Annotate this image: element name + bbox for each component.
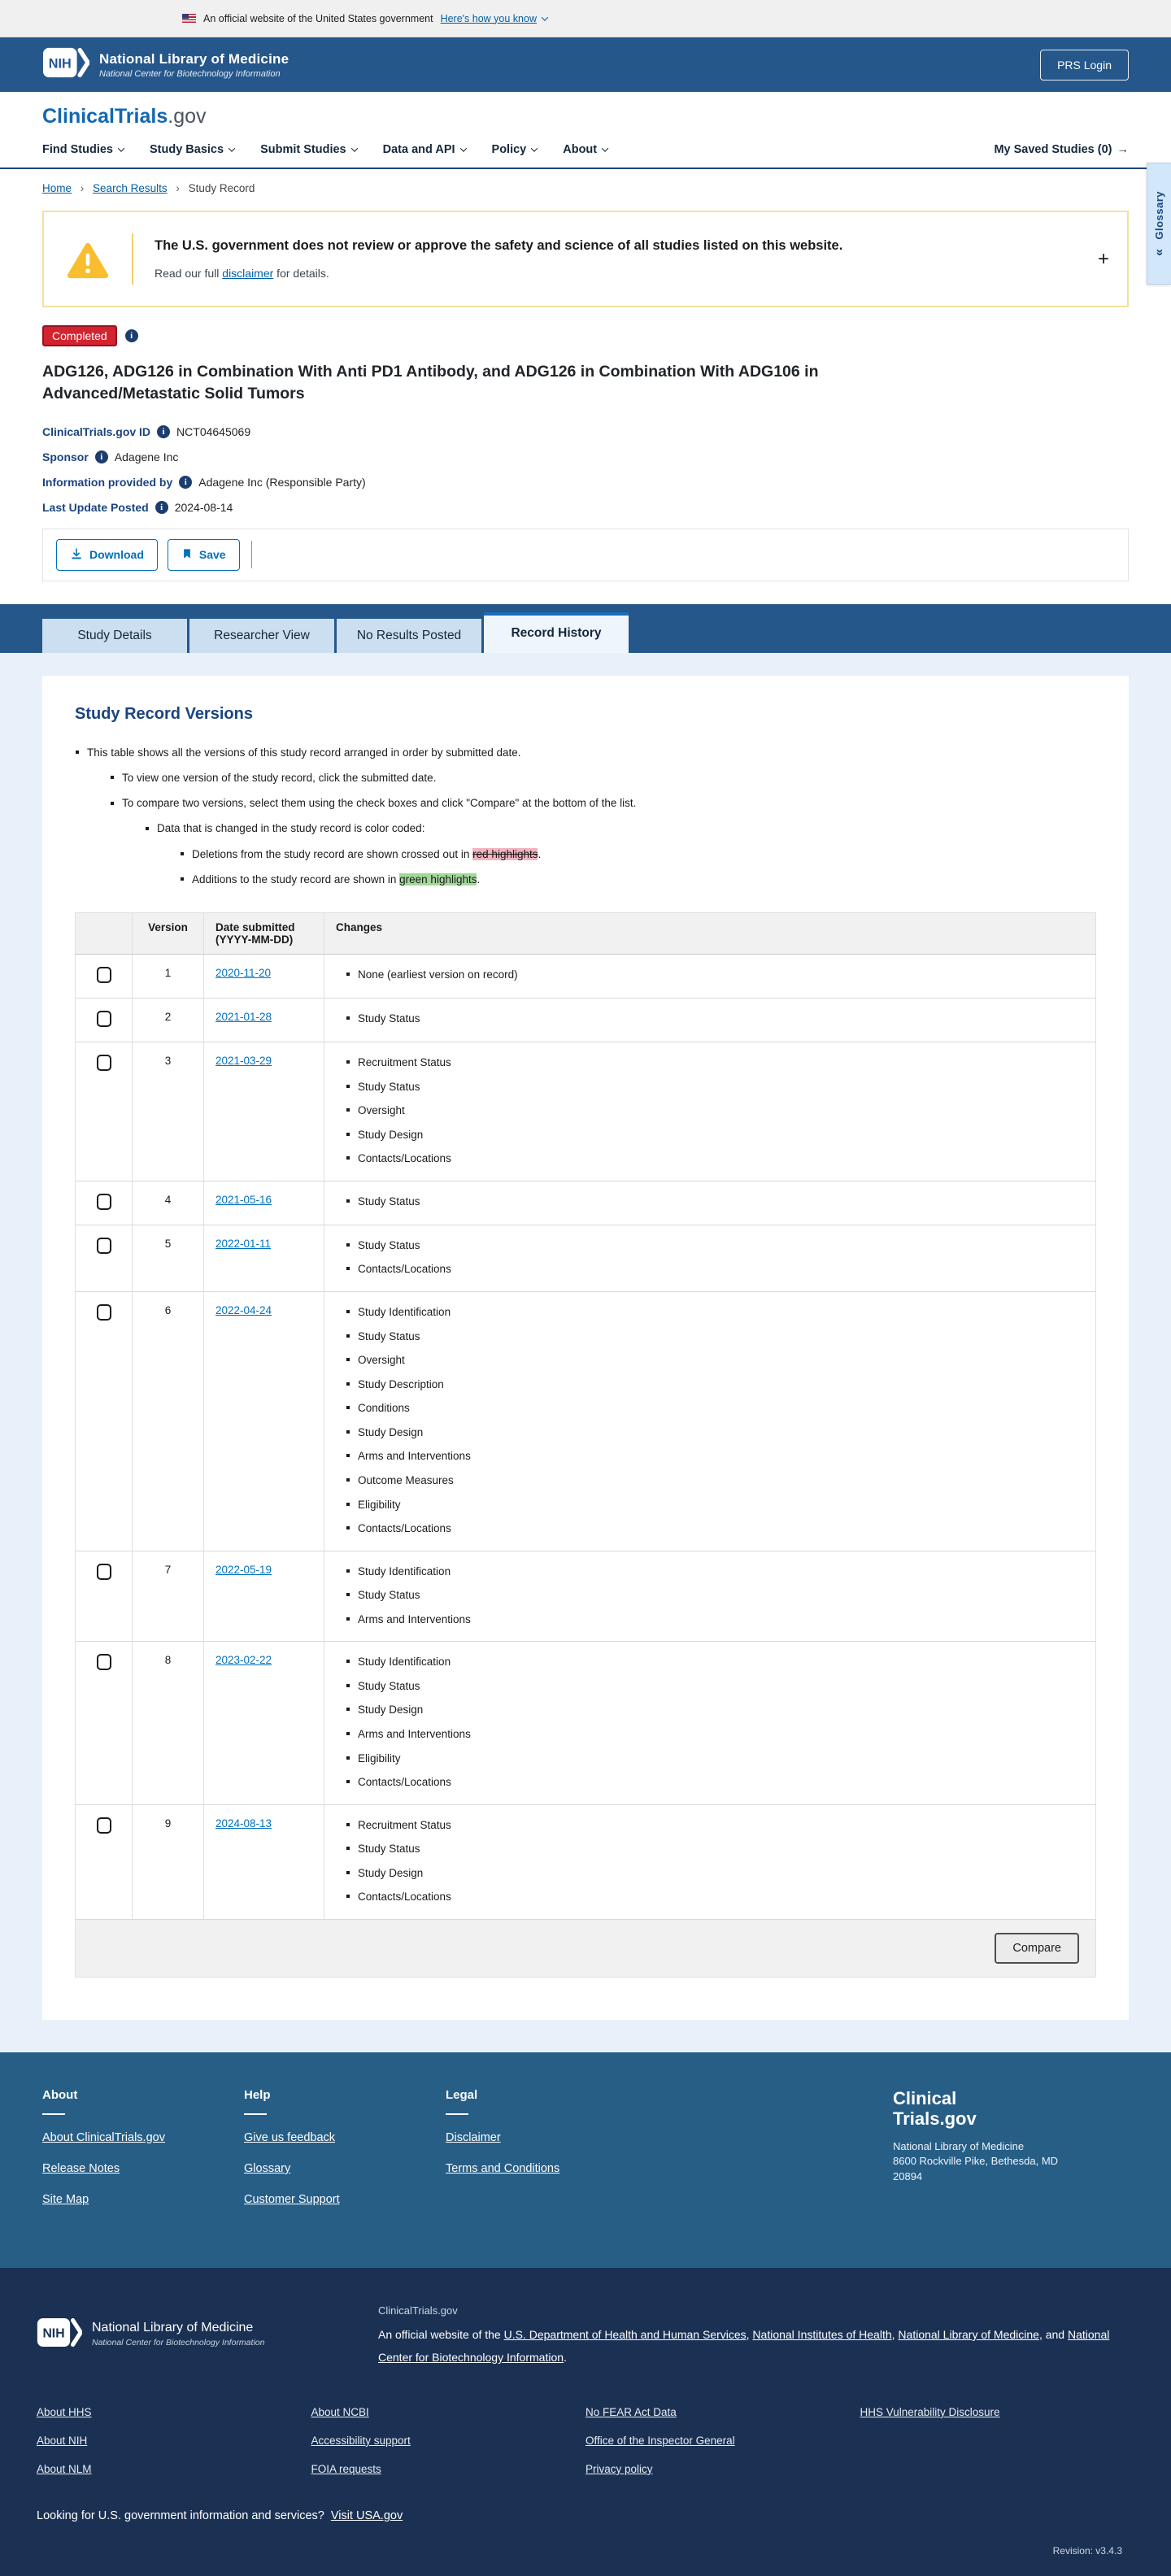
study-main	[0, 169, 1171, 581]
nlm-footer-title: National Library of Medicine	[92, 2321, 254, 2335]
version-checkbox[interactable]	[97, 1304, 111, 1321]
revision-label: Revision: v3.4.3	[1052, 2544, 1122, 2556]
version-checkbox[interactable]	[97, 1238, 111, 1254]
footer-column-legal	[446, 2088, 647, 2224]
record-history-panel	[0, 653, 1171, 2052]
change-item: Study Design	[346, 1425, 1084, 1441]
footer-heading: Help	[244, 2087, 271, 2102]
gov-banner	[0, 0, 1171, 37]
alert-text-prefix: Read our full	[155, 267, 223, 280]
study-metadata	[42, 425, 1129, 514]
change-item: None (earliest version on record)	[346, 967, 1084, 983]
changes-list	[346, 1055, 1084, 1167]
changes-list	[346, 1011, 1084, 1027]
change-item: Oversight	[346, 1103, 1084, 1119]
version-date-link[interactable]: 2022-05-19	[215, 1563, 272, 1576]
change-item: Study Design	[346, 1127, 1084, 1143]
versions-table	[75, 912, 1096, 1920]
change-item: Oversight	[346, 1352, 1084, 1368]
how-you-know-label: Here's how you know	[440, 12, 537, 24]
ncbi-subtitle: National Center for Biotechnology Information	[99, 68, 281, 79]
changes-list	[346, 1304, 1084, 1537]
save-label: Save	[198, 548, 226, 562]
nav-label: Submit Studies	[260, 143, 346, 156]
change-item: Study Status	[346, 1587, 1084, 1603]
change-item: Eligibility	[346, 1751, 1084, 1767]
checkbox-cell	[76, 1642, 133, 1804]
version-checkbox[interactable]	[97, 1654, 111, 1670]
svg-text:NIH: NIH	[48, 56, 72, 72]
field-sponsor	[42, 450, 1129, 463]
checkbox-cell	[76, 999, 133, 1042]
glossary-panel-toggle[interactable]	[1147, 163, 1171, 285]
footer-link-customer-support[interactable]: Customer Support	[244, 2192, 340, 2206]
nav-item-find-studies[interactable]	[42, 143, 124, 156]
version-row	[76, 1292, 1096, 1551]
date-column-header: Date submitted (YYYY-MM-DD)	[204, 913, 324, 955]
change-item: Study Identification	[346, 1654, 1084, 1670]
tab-record-history[interactable]: Record History	[484, 612, 629, 653]
chevron-down-icon	[350, 145, 357, 151]
field-information-provided-by	[42, 476, 1129, 489]
glossary-label: Glossary	[1153, 190, 1165, 240]
my-saved-studies-link[interactable]	[994, 143, 1129, 156]
nav-item-about[interactable]	[563, 143, 607, 156]
info-icon[interactable]	[95, 450, 108, 463]
changes-list	[346, 1654, 1084, 1790]
nav-label: Find Studies	[42, 143, 113, 156]
download-icon	[70, 547, 83, 563]
gov-banner-text: An official website of the United States government	[203, 12, 433, 24]
version-row	[76, 999, 1096, 1042]
info-icon[interactable]	[157, 425, 170, 438]
version-number: 5	[133, 1225, 204, 1291]
version-row	[76, 1804, 1096, 1919]
footer-link-site-map[interactable]: Site Map	[42, 2192, 89, 2206]
date-cell	[204, 1042, 324, 1181]
change-item: Study Identification	[346, 1564, 1084, 1580]
nav-item-study-basics[interactable]	[150, 143, 234, 156]
subfooter-link[interactable]: HHS Vulnerability Disclosure	[860, 2405, 1000, 2418]
footer-brand-line2: Trials.gov	[893, 2108, 977, 2130]
subfooter-link[interactable]: About NCBI	[311, 2405, 369, 2418]
change-item: Conditions	[346, 1400, 1084, 1416]
subfooter-link[interactable]: About NLM	[37, 2462, 92, 2475]
change-item: Study Status	[346, 1329, 1084, 1345]
breadcrumb-separator: ›	[80, 182, 85, 194]
field-last-update-posted	[42, 501, 1129, 514]
intro-item-additions: Additions to the study record are shown in green highlights.	[180, 872, 1096, 888]
usa-gov-text: Looking for U.S. government information and services?	[37, 2509, 324, 2522]
versions-intro-list	[75, 745, 1096, 889]
nlm-footer-title-block	[92, 2321, 264, 2348]
version-checkbox[interactable]	[97, 1817, 111, 1834]
status-row	[42, 325, 1129, 346]
footer-link-glossary[interactable]: Glossary	[244, 2161, 291, 2175]
download-label: Download	[89, 548, 144, 562]
field-value: Adagene Inc	[114, 450, 179, 463]
change-item: Contacts/Locations	[346, 1889, 1084, 1905]
field-value: NCT04645069	[176, 424, 251, 438]
subfooter-link[interactable]: About NIH	[37, 2434, 88, 2447]
footer-link-release-notes[interactable]: Release Notes	[42, 2161, 120, 2175]
date-cell	[204, 1804, 324, 1919]
subfooter-link[interactable]: No FEAR Act Data	[586, 2405, 677, 2418]
breadcrumb-current: Study Record	[188, 182, 255, 194]
subfooter-link-column	[860, 2406, 1135, 2491]
hhs-link[interactable]: U.S. Department of Health and Human Services	[503, 2327, 747, 2341]
version-date-link[interactable]: 2024-08-13	[215, 1817, 272, 1830]
field-label: Information provided by	[42, 475, 173, 489]
subfooter-top	[37, 2300, 1134, 2369]
how-you-know-link[interactable]	[441, 13, 547, 24]
checkbox-cell	[76, 1804, 133, 1919]
intro-item: To view one version of the study record, click the submitted date.	[110, 770, 1096, 786]
checkbox-column-header	[76, 913, 133, 955]
site-footer	[0, 2052, 1171, 2268]
version-row	[76, 1042, 1096, 1181]
checkbox-cell	[76, 1042, 133, 1181]
nlm-title: National Library of Medicine	[99, 50, 289, 67]
arrow-right-icon: →	[1117, 143, 1129, 156]
status-badge: Completed	[42, 325, 117, 346]
footer-link-about-clinicaltrials[interactable]: About ClinicalTrials.gov	[42, 2130, 165, 2144]
footer-heading: Legal	[446, 2087, 478, 2102]
prs-login-button[interactable]: PRS Login	[1040, 50, 1129, 80]
footer-column-help	[244, 2088, 446, 2224]
subfooter-link-column	[37, 2406, 311, 2491]
nih-link[interactable]: National Institutes of Health	[752, 2327, 892, 2341]
field-nct-id	[42, 425, 1129, 438]
intro-item-deletions: Deletions from the study record are shown crossed out in red highlights.	[180, 846, 1096, 863]
usa-gov-line	[37, 2509, 1134, 2522]
government-disclaimer-alert	[42, 211, 1129, 307]
date-cell	[204, 1642, 324, 1804]
nlm-title-block	[99, 51, 289, 79]
field-value: Adagene Inc (Responsible Party)	[198, 475, 366, 489]
changes-cell	[324, 999, 1096, 1042]
change-item: Study Status	[346, 1194, 1084, 1210]
changes-cell	[324, 1181, 1096, 1225]
ncbi-footer-subtitle: National Center for Biotechnology Information	[92, 2338, 265, 2348]
change-item: Contacts/Locations	[346, 1774, 1084, 1791]
changes-list	[346, 967, 1084, 983]
versions-table-body	[76, 955, 1096, 1920]
checkbox-cell	[76, 955, 133, 999]
version-row	[76, 955, 1096, 999]
nav-item-data-and-api[interactable]	[383, 143, 466, 156]
nav-item-submit-studies[interactable]	[260, 143, 357, 156]
study-title: ADG126, ADG126 in Combination With Anti PD1 Antibody, and ADG126 in Combination With ADG106 in Advanced/Metastatic Solid Tumors	[42, 363, 819, 403]
version-checkbox[interactable]	[97, 1055, 111, 1071]
compare-button[interactable]: Compare	[995, 1933, 1079, 1964]
clinicaltrials-logo-suffix: .gov	[168, 105, 207, 128]
chevron-down-icon	[459, 145, 466, 151]
change-item: Arms and Interventions	[346, 1448, 1084, 1464]
ncbi-link[interactable]: National Center for Biotechnology Information	[378, 2327, 1110, 2364]
change-item: Recruitment Status	[346, 1817, 1084, 1834]
change-item: Arms and Interventions	[346, 1726, 1084, 1743]
bookmark-icon	[181, 547, 193, 563]
footer-link-disclaimer[interactable]: Disclaimer	[446, 2130, 501, 2144]
version-row	[76, 1551, 1096, 1642]
date-cell	[204, 1181, 324, 1225]
clinicaltrials-logo-primary: ClinicalTrials	[42, 105, 168, 128]
change-item: Study Status	[346, 1011, 1084, 1027]
tab-bar	[0, 604, 1171, 653]
nav-item-policy[interactable]	[492, 143, 538, 156]
version-date-link[interactable]: 2022-01-11	[215, 1237, 272, 1250]
checkbox-cell	[76, 1181, 133, 1225]
collapse-chevrons-icon: «	[1151, 249, 1166, 257]
download-button[interactable]	[56, 539, 158, 571]
version-number: 2	[133, 999, 204, 1042]
version-checkbox[interactable]	[97, 967, 111, 983]
change-item: Eligibility	[346, 1497, 1084, 1513]
version-date-link[interactable]: 2020-11-20	[215, 967, 272, 980]
change-item: Contacts/Locations	[346, 1261, 1084, 1277]
breadcrumb	[42, 169, 1129, 198]
us-flag-icon	[182, 14, 196, 23]
version-row	[76, 1181, 1096, 1225]
changes-list	[346, 1564, 1084, 1628]
changes-cell	[324, 1225, 1096, 1291]
my-saved-studies-label: My Saved Studies (0)	[994, 143, 1112, 156]
chevron-down-icon	[229, 145, 235, 151]
change-item: Outcome Measures	[346, 1473, 1084, 1489]
changes-list	[346, 1238, 1084, 1277]
change-item: Study Identification	[346, 1304, 1084, 1321]
version-column-header: Version	[133, 913, 204, 955]
gov-banner-inner	[169, 13, 1002, 24]
subfooter-link-column	[586, 2406, 860, 2491]
nih-header	[0, 37, 1171, 92]
chevron-down-icon	[602, 145, 608, 151]
footer-heading-rule	[244, 2113, 267, 2115]
info-icon[interactable]	[155, 501, 168, 514]
footer-column-about	[42, 2088, 244, 2224]
date-cell	[204, 1225, 324, 1291]
version-checkbox[interactable]	[97, 1194, 111, 1210]
subfooter-brand: ClinicalTrials.gov	[378, 2304, 458, 2317]
version-number: 7	[133, 1551, 204, 1642]
date-cell	[204, 955, 324, 999]
change-item: Study Status	[346, 1079, 1084, 1095]
clinicaltrials-logo[interactable]	[42, 105, 1129, 128]
version-number: 4	[133, 1181, 204, 1225]
changes-list	[346, 1817, 1084, 1905]
info-icon[interactable]	[179, 476, 192, 489]
subfooter-description	[378, 2300, 1134, 2369]
checkbox-cell	[76, 1292, 133, 1551]
info-icon[interactable]	[125, 329, 138, 342]
footer-heading: About	[42, 2087, 78, 2102]
version-number: 9	[133, 1804, 204, 1919]
version-number: 3	[133, 1042, 204, 1181]
visit-usa-gov-link[interactable]: Visit USA.gov	[330, 2509, 403, 2522]
red-highlight-example: red highlights	[472, 847, 538, 860]
footer-link-terms-and-conditions[interactable]: Terms and Conditions	[446, 2161, 560, 2175]
intro-item: Data that is changed in the study record is color coded: Deletions from the study record are shown crossed out in red highlights. Additions to the study record are shown in green highlights.	[145, 820, 1096, 888]
version-number: 8	[133, 1642, 204, 1804]
change-item: Study Status	[346, 1678, 1084, 1695]
change-item: Contacts/Locations	[346, 1151, 1084, 1167]
nlm-link[interactable]: National Library of Medicine	[898, 2327, 1039, 2341]
change-item: Arms and Interventions	[346, 1612, 1084, 1628]
alert-body	[133, 233, 842, 285]
footer-heading-rule	[446, 2113, 468, 2115]
version-date-link[interactable]: 2022-04-24	[215, 1304, 272, 1317]
version-date-link[interactable]: 2021-05-16	[215, 1193, 272, 1206]
date-cell	[204, 1292, 324, 1551]
changes-cell	[324, 1551, 1096, 1642]
intro-item: To compare two versions, select them using the check boxes and click "Compare" at the bottom of the list. Data that is changed in the study record is color coded: Deletions from the study record are shown crossed out in red highlights. Additions to the study record are shown in green highlights.	[110, 795, 1096, 888]
nav-label: Study Basics	[150, 143, 224, 156]
official-website-sentence: An official website of the U.S. Department of Health and Human Services, National Institutes of Health, National Library of Medicine, and National Center for Biotechnology Information.	[378, 2327, 1110, 2364]
alert-text-suffix: for details.	[273, 267, 329, 280]
change-item: Study Design	[346, 1865, 1084, 1882]
chevron-down-icon	[118, 145, 124, 151]
field-label: ClinicalTrials.gov ID	[42, 424, 151, 438]
tab-researcher-view[interactable]: Researcher View	[189, 619, 334, 653]
disclaimer-link[interactable]: disclaimer	[222, 267, 274, 280]
breadcrumb-separator: ›	[176, 182, 180, 194]
footer-heading-rule	[42, 2113, 65, 2115]
chevron-down-icon	[531, 145, 538, 151]
breadcrumb-search-results[interactable]: Search Results	[93, 182, 168, 194]
footer-link-give-us-feedback[interactable]: Give us feedback	[244, 2130, 336, 2144]
nih-logo-icon	[42, 47, 89, 82]
version-checkbox[interactable]	[97, 1011, 111, 1027]
subfooter-link[interactable]: FOIA requests	[311, 2462, 381, 2475]
toolbar-divider	[251, 541, 252, 568]
study-record-versions-card	[42, 676, 1129, 2020]
version-number: 6	[133, 1292, 204, 1551]
study-toolbar	[42, 529, 1129, 581]
nav-label: Data and API	[382, 143, 455, 156]
subfooter-link-column	[311, 2406, 586, 2491]
versions-table-header	[76, 913, 1096, 955]
version-date-link[interactable]: 2023-02-22	[215, 1654, 272, 1667]
field-label: Sponsor	[42, 450, 89, 463]
footer-address: National Library of Medicine 8600 Rockville Pike, Bethesda, MD 20894	[893, 2139, 1059, 2183]
change-item: Study Status	[346, 1841, 1084, 1857]
intro-item: This table shows all the versions of this study record arranged in order by submitted date. To view one version of the study record, click the submitted date. To compare two versions, select them using the check boxes and click "Compare" at the bottom of the list. Data that is changed in the study record is color coded: Deletions from the study record are shown crossed out in red highlights. Additions to the study record are shown in green highlights.	[75, 745, 1096, 889]
section-heading: Study Record Versions	[75, 704, 253, 723]
version-number: 1	[133, 955, 204, 999]
nih-logo-icon	[37, 2317, 82, 2352]
subfooter-link[interactable]: About HHS	[37, 2405, 92, 2418]
checkbox-cell	[76, 1551, 133, 1642]
version-row	[76, 1225, 1096, 1291]
change-item: Recruitment Status	[346, 1055, 1084, 1071]
date-cell	[204, 1551, 324, 1642]
field-value: 2024-08-14	[174, 500, 233, 514]
changes-cell	[324, 955, 1096, 999]
changes-cell	[324, 1292, 1096, 1551]
government-subfooter	[0, 2268, 1171, 2576]
change-item: Study Description	[346, 1377, 1084, 1393]
breadcrumb-home[interactable]: Home	[42, 182, 72, 194]
warning-triangle-icon	[44, 233, 132, 285]
save-button[interactable]	[168, 539, 240, 571]
nav-label: About	[563, 143, 598, 156]
subfooter-link[interactable]: Office of the Inspector General	[586, 2434, 735, 2447]
svg-text:NIH: NIH	[42, 2326, 65, 2341]
version-checkbox[interactable]	[97, 1564, 111, 1580]
date-cell	[204, 999, 324, 1042]
chevron-down-icon	[542, 14, 548, 20]
alert-expand-button[interactable]: +	[1097, 247, 1109, 270]
nlm-footer-logo-link[interactable]	[37, 2300, 329, 2369]
version-date-link[interactable]: 2021-01-28	[215, 1011, 272, 1024]
tab-no-results-posted[interactable]: No Results Posted	[337, 619, 481, 653]
changes-cell	[324, 1642, 1096, 1804]
changes-list	[346, 1194, 1084, 1210]
tab-study-details[interactable]: Study Details	[42, 619, 187, 653]
checkbox-cell	[76, 1225, 133, 1291]
main-nav	[42, 143, 1129, 168]
change-item: Study Design	[346, 1702, 1084, 1718]
changes-cell	[324, 1804, 1096, 1919]
footer-brand-line1: Clinical	[893, 2087, 957, 2108]
changes-column-header: Changes	[324, 913, 1096, 955]
nlm-logo-link[interactable]	[42, 47, 289, 82]
change-item: Study Status	[346, 1238, 1084, 1254]
site-header	[0, 92, 1171, 169]
nav-label: Policy	[491, 143, 527, 156]
green-highlight-example: green highlights	[399, 872, 477, 886]
subfooter-link-grid	[37, 2406, 1134, 2491]
alert-text	[155, 267, 842, 280]
change-item: Contacts/Locations	[346, 1521, 1084, 1537]
changes-cell	[324, 1042, 1096, 1181]
subfooter-link[interactable]: Accessibility support	[311, 2434, 411, 2447]
version-date-link[interactable]: 2021-03-29	[215, 1055, 272, 1068]
subfooter-link[interactable]: Privacy policy	[586, 2462, 653, 2475]
versions-table-footer	[75, 1920, 1096, 1978]
version-row	[76, 1642, 1096, 1804]
alert-title: The U.S. government does not review or approve the safety and science of all studies listed on this website.	[155, 238, 843, 253]
field-label: Last Update Posted	[42, 500, 149, 514]
footer-brand-block	[893, 2088, 1129, 2224]
